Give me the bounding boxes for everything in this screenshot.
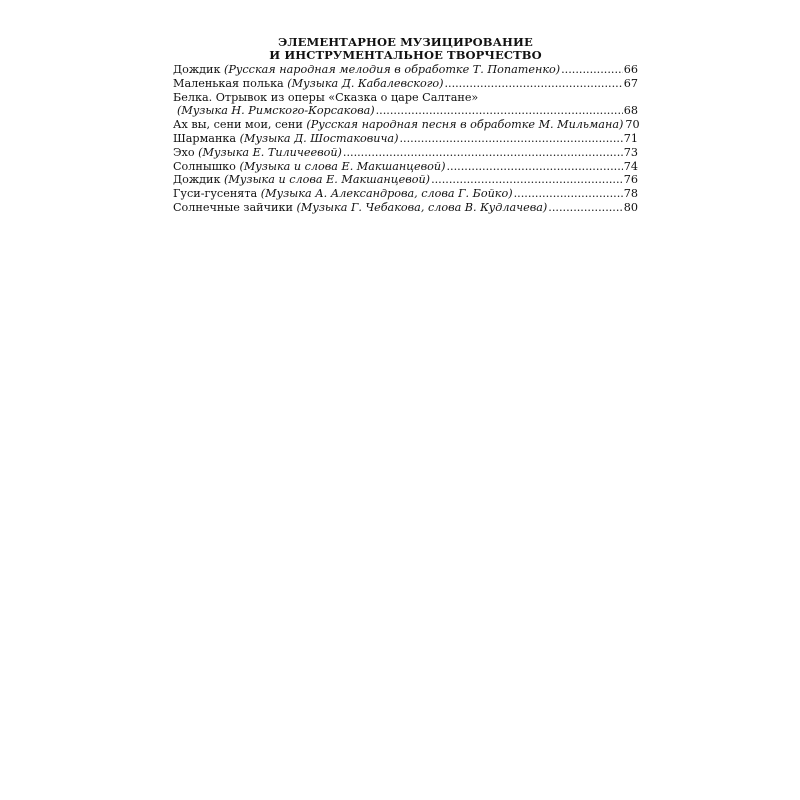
dot-leader [561, 63, 623, 77]
toc-entries [173, 63, 638, 215]
toc-entry-title [173, 104, 375, 118]
toc-entry[interactable] [173, 146, 638, 160]
entry-name: Эхо [173, 145, 195, 159]
dot-leader [548, 201, 622, 215]
page-number: 76 [623, 173, 638, 187]
dot-leader [514, 187, 623, 201]
dot-leader [447, 160, 623, 174]
toc-entry-title [173, 201, 547, 215]
dot-leader [343, 146, 623, 160]
page-number: 73 [623, 145, 638, 159]
toc-entry[interactable] [173, 132, 638, 146]
toc-entry-title [173, 132, 398, 146]
entry-note: (Музыка Н. Римского-Корсакова) [177, 104, 375, 118]
entry-note: (Русская народная песня в обработке М. Мильмана) [306, 118, 624, 132]
page-number: 78 [623, 187, 638, 201]
entry-note: (Музыка и слова Е. Макшанцевой) [224, 173, 431, 187]
table-of-contents [173, 36, 638, 215]
toc-entry-title [173, 173, 430, 187]
section-heading-line-2: И ИНСТРУМЕНТАЛЬНОЕ ТВОРЧЕСТВО [269, 48, 542, 62]
entry-note: (Музыка Д. Кабалевского) [287, 76, 444, 90]
page-number: 74 [623, 159, 638, 173]
entry-name: Гуси-гусенята [173, 187, 258, 201]
toc-entry[interactable] [173, 77, 638, 91]
page-number: 67 [623, 76, 638, 90]
dot-leader [431, 173, 623, 187]
entry-name: Ах вы, сени мои, сени [173, 118, 303, 132]
toc-entry-title [173, 160, 446, 174]
dot-leader [376, 104, 623, 118]
entry-name: Солнышко [173, 159, 236, 173]
toc-entry-title [173, 146, 342, 160]
page-number: 80 [623, 200, 638, 214]
toc-entry[interactable] [173, 173, 638, 187]
toc-entry-title [173, 63, 560, 77]
toc-entry[interactable] [173, 160, 638, 174]
toc-entry[interactable] [173, 201, 638, 215]
dot-leader [399, 132, 622, 146]
toc-entry[interactable] [173, 187, 638, 201]
toc-entry[interactable] [173, 63, 638, 77]
page-number: 70 [625, 118, 640, 132]
section-heading [173, 36, 638, 62]
toc-entry-title [173, 187, 513, 201]
page-number: 68 [623, 104, 638, 118]
entry-name: Дождик [173, 173, 221, 187]
dot-leader [444, 77, 622, 91]
toc-entry-title: Белка. Отрывок из оперы «Сказка о царе Салтане» [173, 90, 479, 104]
entry-name: Шарманка [173, 131, 237, 145]
toc-entry[interactable] [173, 118, 638, 132]
toc-entry-title [173, 77, 443, 91]
toc-entry[interactable] [173, 91, 638, 105]
entry-note: (Музыка и слова Е. Макшанцевой) [239, 159, 446, 173]
page-number: 71 [623, 131, 638, 145]
section-heading-line-1: ЭЛЕМЕНТАРНОЕ МУЗИЦИРОВАНИЕ [278, 35, 533, 49]
toc-entry-title [173, 118, 623, 132]
entry-note: (Музыка А. Александрова, слова Г. Бойко) [260, 187, 513, 201]
entry-name: Маленькая полька [173, 76, 284, 90]
entry-note: (Музыка Д. Шостаковича) [239, 131, 399, 145]
entry-note: (Музыка Е. Тиличеевой) [198, 145, 342, 159]
entry-note: (Музыка Г. Чебакова, слова В. Кудлачева) [296, 200, 548, 214]
entry-name: Дождик [173, 63, 221, 76]
entry-note: (Русская народная мелодия в обработке Т. Попатенко) [224, 63, 561, 76]
page-number: 66 [623, 63, 638, 76]
entry-name: Солнечные зайчики [173, 200, 293, 214]
toc-entry-continuation[interactable] [173, 104, 638, 118]
